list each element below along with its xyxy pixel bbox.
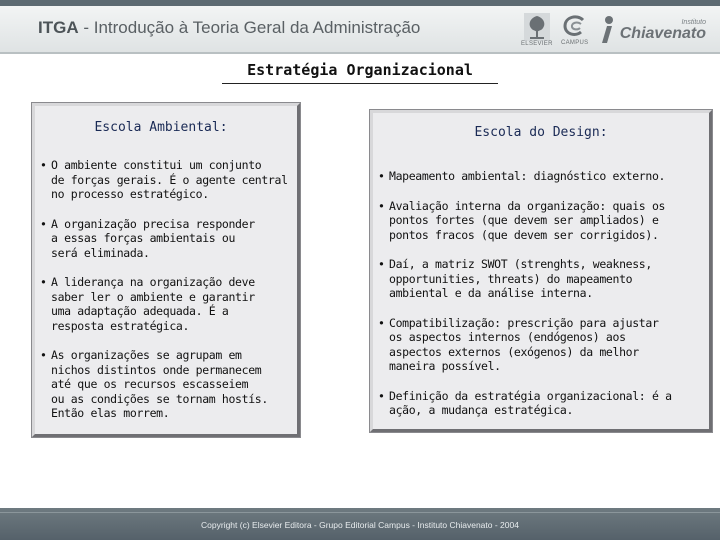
escola-design-box <box>370 110 712 432</box>
escola-ambiental-box <box>32 103 300 437</box>
campus-swirl-icon <box>561 14 589 40</box>
elsevier-caption: ELSEVIER <box>521 41 553 47</box>
list-item: • A liderança na organização deve saber ler o ambiente e garantir uma adaptação adequada. É a resposta estratégica. <box>38 275 293 333</box>
escola-design-heading: Escola do Design: <box>474 125 608 140</box>
header-title <box>38 18 420 38</box>
list-item: • Mapeamento ambiental: diagnóstico externo. <box>376 169 705 184</box>
chiavenato-logo <box>597 15 706 45</box>
chiavenato-big-text: Chiavenato <box>619 24 706 42</box>
list-item: • A organização precisa responder a essas forças ambientais ou será eliminada. <box>38 217 293 261</box>
campus-logo <box>561 14 589 46</box>
list-item: • Definição da estratégia organizacional: é a ação, a mudança estratégica. <box>376 389 705 418</box>
escola-ambiental-heading: Escola Ambiental: <box>94 120 228 135</box>
chiavenato-i-icon <box>597 15 617 45</box>
list-item: • Compatibilização: prescrição para ajustar os aspectos internos (endógenos) aos aspectos externos (exógenos) da melhor maneira possível. <box>376 316 705 374</box>
footer-copyright: Copyright (c) Elsevier Editora - Grupo Editorial Campus - Instituto Chiavenato - 2004 <box>201 520 519 530</box>
footer-divider <box>0 512 720 513</box>
publisher-logos <box>521 10 706 50</box>
escola-ambiental-list <box>35 158 297 421</box>
title-underline <box>222 83 498 84</box>
header-bar <box>0 6 720 54</box>
list-item: • O ambiente constitui um conjunto de forças gerais. É o agente central no processo estratégico. <box>38 158 293 202</box>
list-item: • Daí, a matriz SWOT (strenghts, weakness, opportunities, threats) do mapeamento ambiental e da análise interna. <box>376 257 705 301</box>
list-item: • Avaliação interna da organização: quais os pontos fortes (que devem ser ampliados) e pontos fracos (que devem ser corrigidos). <box>376 199 705 243</box>
header-brand: ITGA <box>38 18 79 37</box>
chiavenato-small-text: Instituto <box>681 18 706 26</box>
campus-caption: CAMPUS <box>561 40 589 46</box>
header-subtitle: - Introdução à Teoria Geral da Administração <box>78 18 421 37</box>
escola-design-list <box>373 169 709 418</box>
elsevier-logo <box>521 13 553 47</box>
slide-title: Estratégia Organizacional <box>247 61 473 79</box>
elsevier-tree-icon <box>524 13 550 41</box>
list-item: • As organizações se agrupam em nichos distintos onde permanecem até que os recursos escasseiem ou as condições se tornam hostís. Então elas morrem. <box>38 348 293 421</box>
